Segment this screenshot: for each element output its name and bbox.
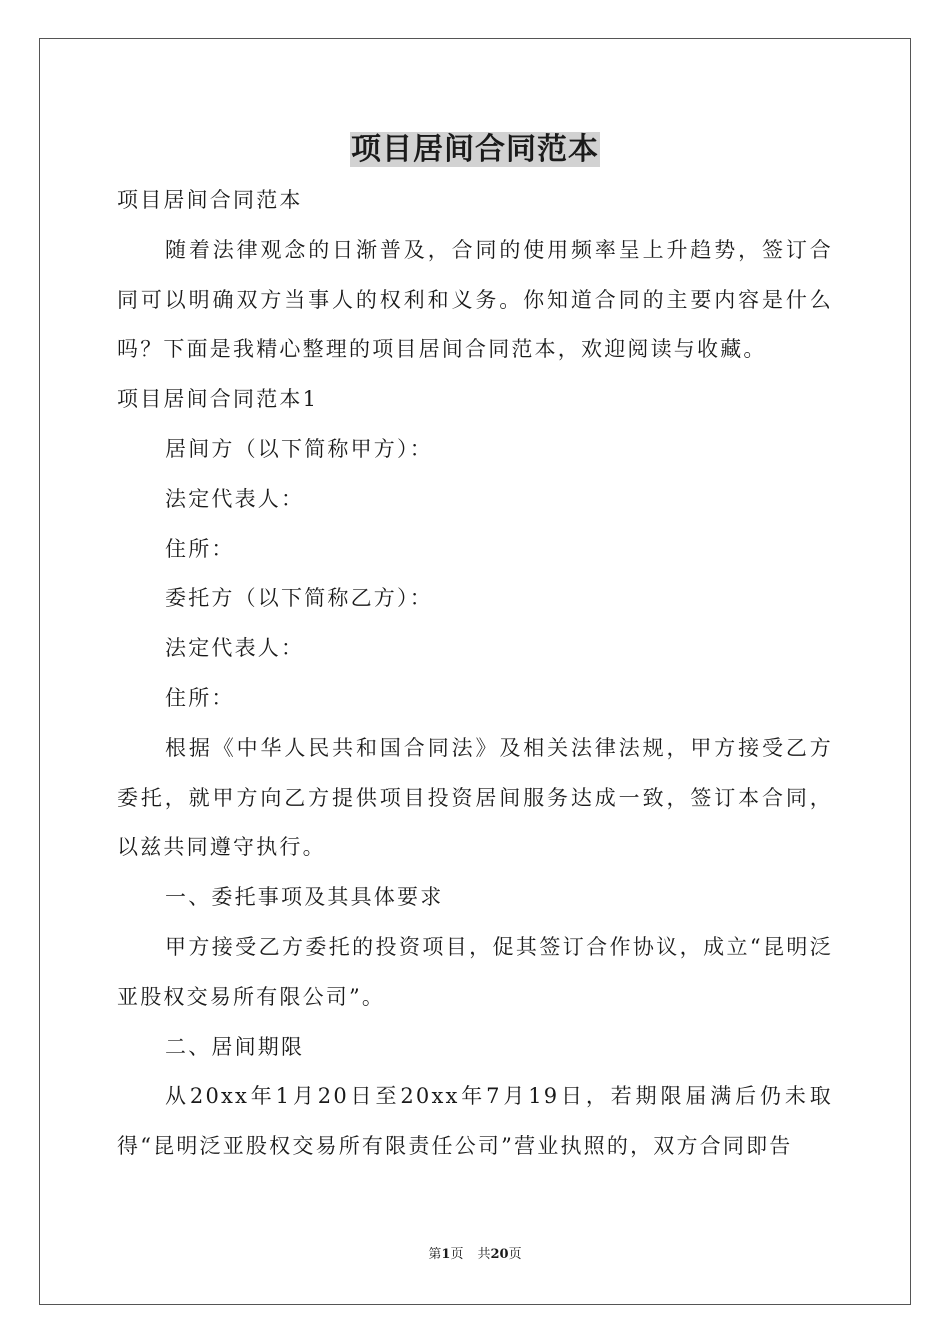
paragraph: 法定代表人： bbox=[165, 486, 305, 511]
page-number-total: 20 bbox=[490, 1247, 509, 1262]
document-title bbox=[0, 128, 950, 172]
total-suffix: 页 bbox=[508, 1247, 522, 1262]
paragraph: 甲方接受乙方委托的投资项目，促其签订合作协议，成立“昆明泛亚股权交易所有限公司”。 bbox=[117, 934, 833, 1009]
document-body bbox=[117, 176, 833, 1172]
paragraph: 住所： bbox=[165, 536, 235, 561]
paragraph: 法定代表人： bbox=[165, 636, 305, 661]
paragraph: 随着法律观念的日渐普及，合同的使用频率呈上升趋势，签订合同可以明确双方当事人的权利和义务。你知道合同的主要内容是什么吗？下面是我精心整理的项目居间合同范本，欢迎阅读与收藏。 bbox=[117, 237, 833, 362]
paragraph: 住所： bbox=[165, 685, 235, 710]
section-heading: 一、委托事项及其具体要求 bbox=[165, 885, 444, 910]
page-suffix: 页 bbox=[450, 1247, 464, 1262]
total-prefix: 共 bbox=[477, 1247, 491, 1262]
page-footer bbox=[0, 1245, 950, 1265]
paragraph: 居间方（以下简称甲方）： bbox=[165, 436, 433, 461]
page-number-current: 1 bbox=[441, 1247, 451, 1262]
paragraph: 项目居间合同范本1 bbox=[117, 387, 319, 412]
paragraph: 项目居间合同范本 bbox=[117, 188, 303, 212]
paragraph: 根据《中华人民共和国合同法》及相关法律法规，甲方接受乙方委托，就甲方向乙方提供项目投资居间服务达成一致，签订本合同，以兹共同遵守执行。 bbox=[117, 735, 833, 860]
document-title-text: 项目居间合同范本 bbox=[351, 132, 599, 167]
paragraph: 委托方（以下简称乙方）： bbox=[165, 586, 433, 611]
page-prefix: 第 bbox=[428, 1247, 442, 1262]
section-heading: 二、居间期限 bbox=[165, 1034, 305, 1059]
paragraph: 从20xx年1月20日至20xx年7月19日，若期限届满后仍未取得“昆明泛亚股权交易所有限责任公司”营业执照的，双方合同即告 bbox=[117, 1084, 833, 1159]
